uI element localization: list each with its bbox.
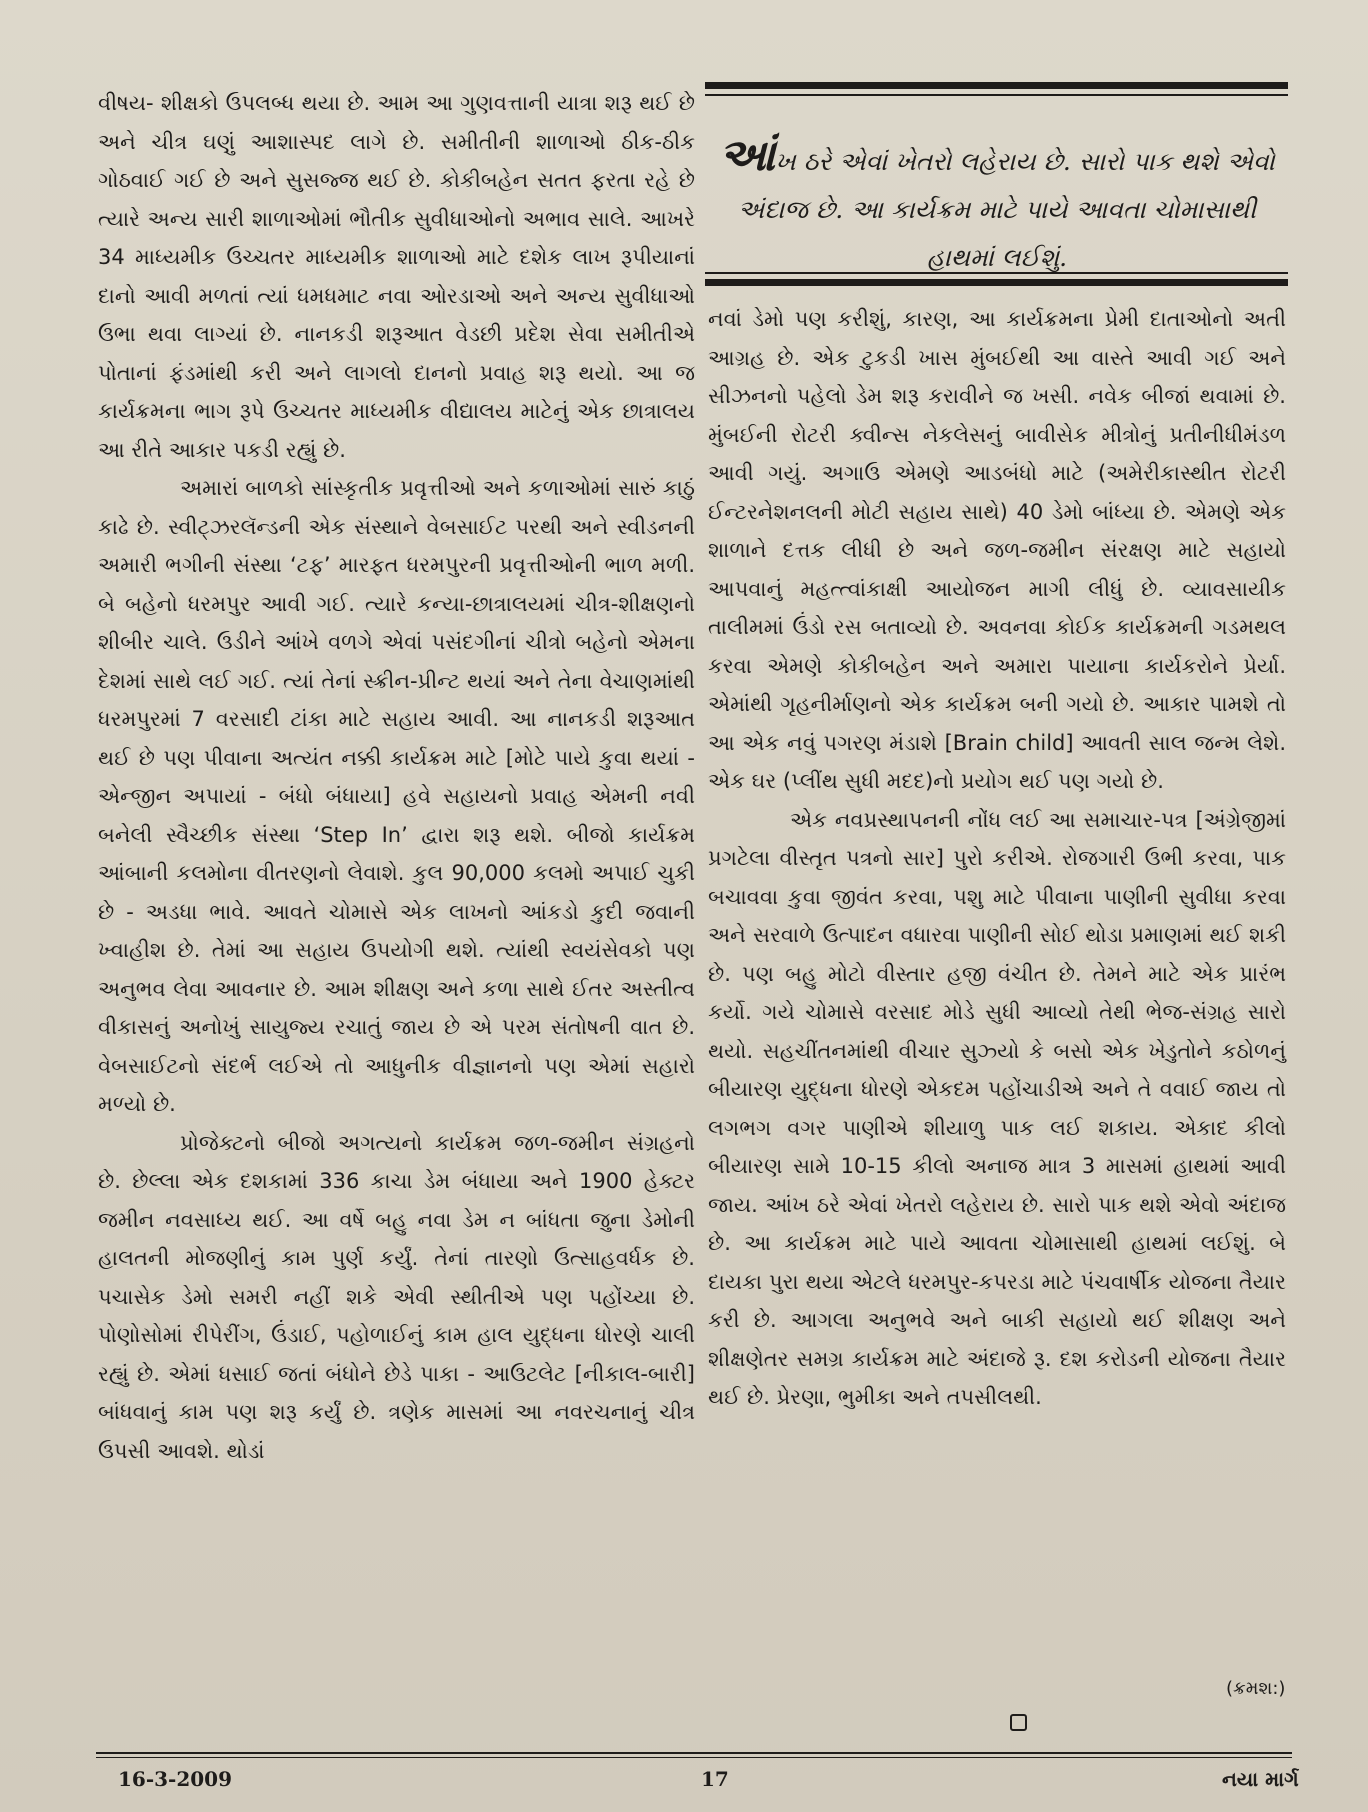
pull-quote-dropcap: આં [719, 130, 776, 181]
pullquote-bottom-rule-thin [705, 272, 1288, 274]
left-paragraph-1: વીષય- શીક્ષકો ઉપલબ્ધ થયા છે. આમ આ ગુણવત્તાની યાત્રા શરૂ થઈ છે અને ચીત્ર ઘણું આશાસ્પદ લાગે છે. સમીતીની શાળાઓ ઠીક-ઠીક ગોઠવાઈ ગઈ છે અને સુસજ્જ થઈ છે. કોકીબહેન સતત ફરતા રહે છે ત્યારે અન્ય સારી શાળાઓમાં ભૌતીક સુવીધાઓનો અભાવ સાલે. આખરે 34 માધ્યમીક ઉચ્ચતર માધ્યમીક શાળાઓ માટે દશેક લાખ રૂપીયાનાં દાનો આવી મળતાં ત્યાં ધમધમાટ નવા ઓરડાઓ અને અન્ય સુવીધાઓ ઉભા થવા લાગ્યાં છે. નાનકડી શરૂઆત વેડછી પ્રદેશ સેવા સમીતીએ પોતાનાં ફંડમાંથી કરી અને લાગલો દાનનો પ્રવાહ શરૂ થયો. આ જ કાર્યક્રમના ભાગ રૂપે ઉચ્ચતર માધ્યમીક વીદ્યાલય માટેનું એક છાત્રાલય આ રીતે આકાર પકડી રહ્યું છે. [98, 91, 695, 462]
pullquote-bottom-rule-thick [705, 279, 1288, 286]
footer-rule [96, 1752, 1292, 1754]
left-column [98, 84, 695, 1470]
right-paragraph-1: નવાં ડેમો પણ કરીશું, કારણ, આ કાર્યક્રમના પ્રેમી દાતાઓનો અતી આગ્રહ છે. એક ટુકડી ખાસ મુંબઈથી આ વાસ્તે આવી ગઈ અને સીઝનનો પહેલો ડેમ શરૂ કરાવીને જ ખસી. નવેક બીજાં થવામાં છે. મુંબઈની રોટરી ક્વીન્સ નેકલેસનું બાવીસેક મીત્રોનું પ્રતીનીધીમંડળ આવી ગયું. અગાઉ એમણે આડબંધો માટે (અમેરીકાસ્થીત રોટરી ઈન્ટરનેશનલની મોટી સહાય સાથે) 40 ડેમો બાંધ્યા છે. એમણે એક શાળાને દત્તક લીધી છે અને જળ-જમીન સંરક્ષણ માટે સહાયો આપવાનું મહત્ત્વાંકાક્ષી આયોજન માગી લીધું છે. વ્યાવસાયીક તાલીમમાં ઉંડો રસ બતાવ્યો છે. અવનવા કોઈક કાર્યક્રમની ગડમથલ કરવા એમણે કોકીબહેન અને અમારા પાયાના કાર્યકરોને પ્રેર્યા. એમાંથી ગૃહનીર્માણનો એક કાર્યક્રમ બની ગયો છે. આકાર પામશે તો આ એક નવું પગરણ મંડાશે [Brain child] આવતી સાલ જન્મ લેશે. એક ઘર (પ્લીંથ સુધી મદદ)નો પ્રયોગ થઈ પણ ગયો છે. [708, 307, 1286, 793]
footer-date: 16-3-2009 [118, 1767, 233, 1791]
pullquote-top-rule-thick [705, 82, 1288, 89]
right-paragraph-2: એક નવપ્રસ્થાપનની નોંધ લઈ આ સમાચાર-પત્ર [અંગ્રેજીમાં પ્રગટેલા વીસ્તૃત પત્રનો સાર] પુરો કરીએ. રોજગારી ઉભી કરવા, પાક બચાવવા કુવા જીવંત કરવા, પશુ માટે પીવાના પાણીની સુવીધા કરવા અને સરવાળે ઉત્પાદન વધારવા પાણીની સોઈ થોડા પ્રમાણમાં થઈ શકી છે. પણ બહુ મોટો વીસ્તાર હજી વંચીત છે. તેમને માટે એક પ્રારંભ કર્યો. ગયે ચોમાસે વરસાદ મોડે સુધી આવ્યો તેથી ભેજ-સંગ્રહ સારો થયો. સહચીંતનમાંથી વીચાર સુઝ્યો કે બસો એક ખેડુતોને કઠોળનું બીયારણ યુદ્ધના ધોરણે એકદમ પહોંચાડીએ અને તે વવાઈ જાય તો લગભગ વગર પાણીએ શીયાળુ પાક લઈ શકાય. એકાદ કીલો બીયારણ સામે 10-15 કીલો અનાજ માત્ર 3 માસમાં હાથમાં આવી જાય. આંખ ઠરે એવાં ખેતરો લહેરાય છે. સારો પાક થશે એવો અંદાજ છે. આ કાર્યક્રમ માટે પાયે આવતા ચોમાસાથી હાથમાં લઈશું. બે દાયકા પુરા થયા એટલે ધરમપુર-કપરડા માટે પંચવાર્ષીક યોજના તૈયાર કરી છે. આગલા અનુભવે અને બાકી સહાયો થઈ શીક્ષણ અને શીક્ષણેતર સમગ્ર કાર્યક્રમ માટે અંદાજે રૂ. દશ કરોડની યોજના તૈયાર થઈ છે. પ્રેરણા, ભુમીકા અને તપસીલથી. [708, 807, 1286, 1409]
pull-quote [708, 132, 1286, 282]
right-column [708, 300, 1286, 1417]
left-paragraph-2: અમારાં બાળકો સાંસ્કૃતીક પ્રવૃત્તીઓ અને કળાઓમાં સારું કાઠું કાઢે છે. સ્વીટ્ઝરલૅન્ડની એક સંસ્થાને વેબસાઈટ પરથી અને સ્વીડનની અમારી ભગીની સંસ્થા ‘ટફ’ મારફત ધરમપુરની પ્રવૃત્તીઓની ભાળ મળી. બે બહેનો ધરમપુર આવી ગઈ. ત્યારે કન્યા-છાત્રાલયમાં ચીત્ર-શીક્ષણનો શીબીર ચાલે. ઉડીને આંખે વળગે એવાં પસંદગીનાં ચીત્રો બહેનો એમના દેશમાં સાથે લઈ ગઈ. ત્યાં તેનાં સ્ક્રીન-પ્રીન્ટ થયાં અને તેના વેચાણમાંથી ધરમપુરમાં 7 વરસાદી ટાંકા માટે સહાય આવી. આ નાનકડી શરૂઆત થઈ છે પણ પીવાના અત્યંત નક્કી કાર્યક્રમ માટે [મોટે પાયે કુવા થયાં - એન્જીન અપાયાં - બંધો બંધાયા] હવે સહાયનો પ્રવાહ એમની નવી બનેલી સ્વૈચ્છીક સંસ્થા ‘Step In’ દ્વારા શરૂ થશે. બીજો કાર્યક્રમ આંબાની કલમોના વીતરણનો લેવાશે. કુલ 90,000 કલમો અપાઈ ચુકી છે - અડધા ભાવે. આવતે ચોમાસે એક લાખનો આંકડો કુદી જવાની ખ્વાહીશ છે. તેમાં આ સહાય ઉપયોગી થશે. ત્યાંથી સ્વયંસેવકો પણ અનુભવ લેવા આવનાર છે. આમ શીક્ષણ અને કળા સાથે ઈતર અસ્તીત્વ વીકાસનું અનોખું સાયુજ્ય રચાતું જાય છે એ પરમ સંતોષની વાત છે. વેબસાઈટનો સંદર્ભ લઈએ તો આધુનીક વીજ્ઞાનનો પણ એમાં સહારો મળ્યો છે. [98, 476, 695, 1116]
left-paragraph-3: પ્રોજેક્ટનો બીજો અગત્યનો કાર્યક્રમ જળ-જમીન સંગ્રહનો છે. છેલ્લા એક દશકામાં 336 કાચા ડેમ બંધાયા અને 1900 હેક્ટર જમીન નવસાધ્ય થઈ. આ વર્ષે બહુ નવા ડેમ ન બાંધતા જુના ડેમોની હાલતની મોજણીનું કામ પુર્ણ કર્યું. તેનાં તારણો ઉત્સાહવર્ધક છે. પચાસેક ડેમો સમરી નહીં શકે એવી સ્થીતીએ પણ પહોંચ્યા છે. પોણોસોમાં રીપેરીંગ, ઉંડાઈ, પહોળાઈનું કામ હાલ યુદ્ધના ધોરણે ચાલી રહ્યું છે. એમાં ધસાઈ જતાં બંધોને છેડે પાકા - આઉટલેટ [નીકાલ-બારી] બાંધવાનું કામ પણ શરૂ કર્યું છે. ત્રણેક માસમાં આ નવરચનાનું ચીત્ર ઉપસી આવશે. થોડાં [98, 1130, 695, 1463]
continued-note: (ક્રમશ:) [1226, 1678, 1286, 1699]
pull-quote-text: ખ ઠરે એવાં ખેતરો લહેરાય છે. સારો પાક થશે એવો અંદાજ છે. આ કાર્યક્રમ માટે પાયે આવતા ચોમાસાથી હાથમાં લઈશું. [737, 147, 1275, 272]
footer-magazine-name: નયા માર્ગ [1222, 1767, 1299, 1791]
footer-page-number: 17 [701, 1767, 729, 1791]
end-mark-box-icon [1010, 1714, 1027, 1731]
footer-rule-thin [96, 1757, 1292, 1758]
pullquote-top-rule-thin [705, 94, 1288, 96]
